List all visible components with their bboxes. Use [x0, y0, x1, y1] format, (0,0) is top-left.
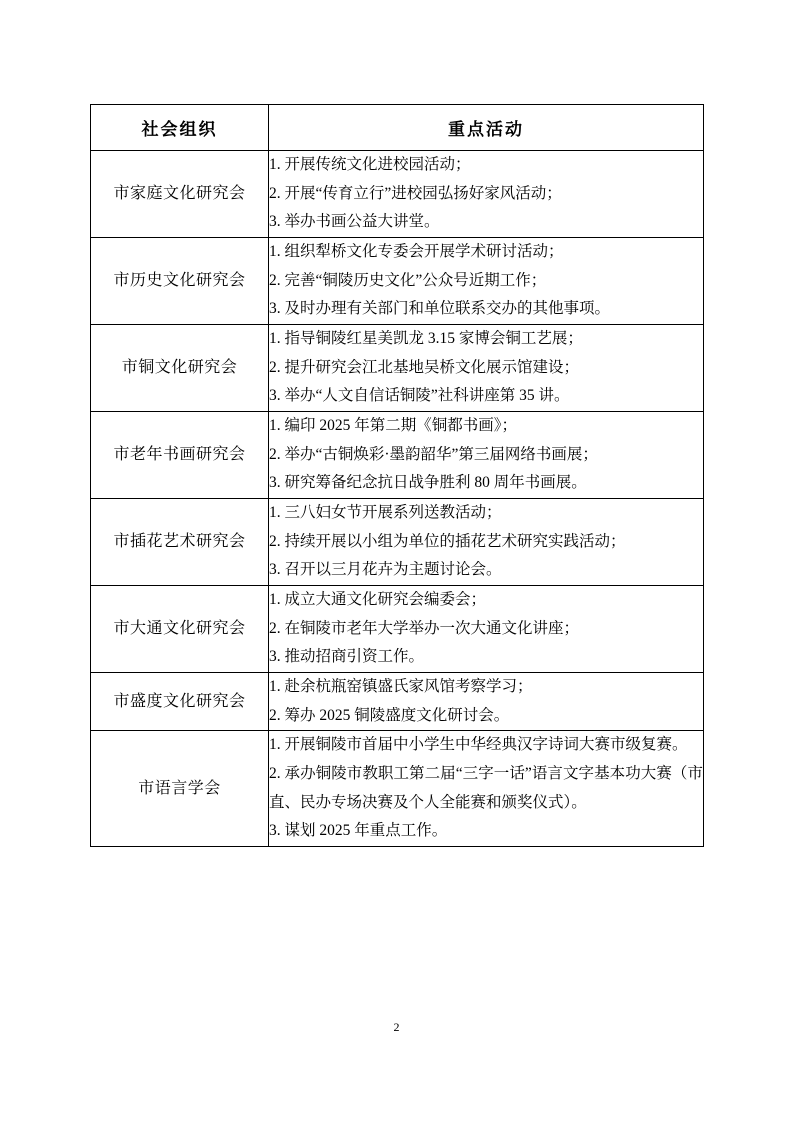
activity-line: 2. 承办铜陵市教职工第二届“三字一话”语言文字基本功大赛（市直、民办专场决赛及个人全能赛和颁奖仪式）。 [269, 765, 703, 811]
activities-cell [269, 499, 704, 586]
activity-line: 1. 指导铜陵红星美凯龙 3.15 家博会铜工艺展； [269, 330, 583, 348]
activity-line: 1. 成立大通文化研究会编委会； [269, 591, 487, 609]
activities-cell [269, 238, 704, 325]
activity-line: 1. 三八妇女节开展系列送教活动； [269, 504, 502, 522]
table-header-row [91, 105, 704, 151]
organization-cell: 市老年书画研究会 [91, 412, 269, 499]
activity-line: 2. 提升研究会江北基地吴桥文化展示馆建设； [269, 358, 580, 376]
organization-cell: 市语言学会 [91, 731, 269, 847]
header-activities: 重点活动 [269, 105, 704, 151]
activity-line: 2. 持续开展以小组为单位的插花艺术研究实践活动； [269, 532, 626, 550]
activity-line: 3. 举办书画公益大讲堂。 [269, 213, 440, 231]
activity-line: 2. 完善“铜陵历史文化”公众号近期工作； [269, 271, 547, 289]
table-row [91, 238, 704, 325]
activity-line: 1. 开展传统文化进校园活动； [269, 156, 471, 173]
activities-cell [269, 586, 704, 673]
organization-cell: 市大通文化研究会 [91, 586, 269, 673]
table-row [91, 586, 704, 673]
organization-cell: 市盛度文化研究会 [91, 673, 269, 731]
organization-cell: 市家庭文化研究会 [91, 151, 269, 238]
activities-cell [269, 412, 704, 499]
activities-cell [269, 673, 704, 731]
activity-line: 1. 组织犁桥文化专委会开展学术研讨活动； [269, 243, 564, 261]
activity-line: 3. 召开以三月花卉为主题讨论会。 [269, 561, 502, 579]
table-row [91, 673, 704, 731]
activity-line: 3. 谋划 2025 年重点工作。 [269, 822, 448, 840]
header-organization: 社会组织 [91, 105, 269, 151]
activity-line: 2. 在铜陵市老年大学举办一次大通文化讲座； [269, 619, 580, 637]
organization-cell: 市铜文化研究会 [91, 325, 269, 412]
table-row [91, 499, 704, 586]
activity-line: 1. 编印 2025 年第二期《铜都书画》； [269, 417, 518, 435]
page-number: 2 [393, 1020, 400, 1034]
activity-line: 3. 及时办理有关部门和单位联系交办的其他事项。 [269, 300, 611, 318]
activities-cell [269, 325, 704, 412]
activity-line: 1. 开展铜陵市首届中小学生中华经典汉字诗词大赛市级复赛。 [269, 736, 688, 754]
table-row [91, 731, 704, 847]
table-row [91, 151, 704, 238]
activity-line: 2. 筹办 2025 铜陵盛度文化研讨会。 [269, 706, 510, 724]
activity-line: 3. 举办“人文自信话铜陵”社科讲座第 35 讲。 [269, 387, 570, 405]
activity-line: 3. 研究筹备纪念抗日战争胜利 80 周年书画展。 [269, 474, 587, 492]
organization-cell: 市插花艺术研究会 [91, 499, 269, 586]
table-body [91, 151, 704, 847]
activities-table [90, 104, 704, 847]
activity-line: 1. 赴余杭瓶窑镇盛氏家风馆考察学习； [269, 678, 533, 696]
activity-line: 2. 开展“传育立行”进校园弘扬好家风活动； [269, 184, 562, 202]
activity-line: 3. 推动招商引资工作。 [269, 648, 425, 666]
organization-cell: 市历史文化研究会 [91, 238, 269, 325]
activities-cell [269, 731, 704, 847]
table-row [91, 325, 704, 412]
table-row [91, 412, 704, 499]
activity-line: 2. 举办“古铜焕彩·墨韵韶华”第三届网络书画展； [269, 445, 598, 463]
activities-cell [269, 151, 704, 238]
